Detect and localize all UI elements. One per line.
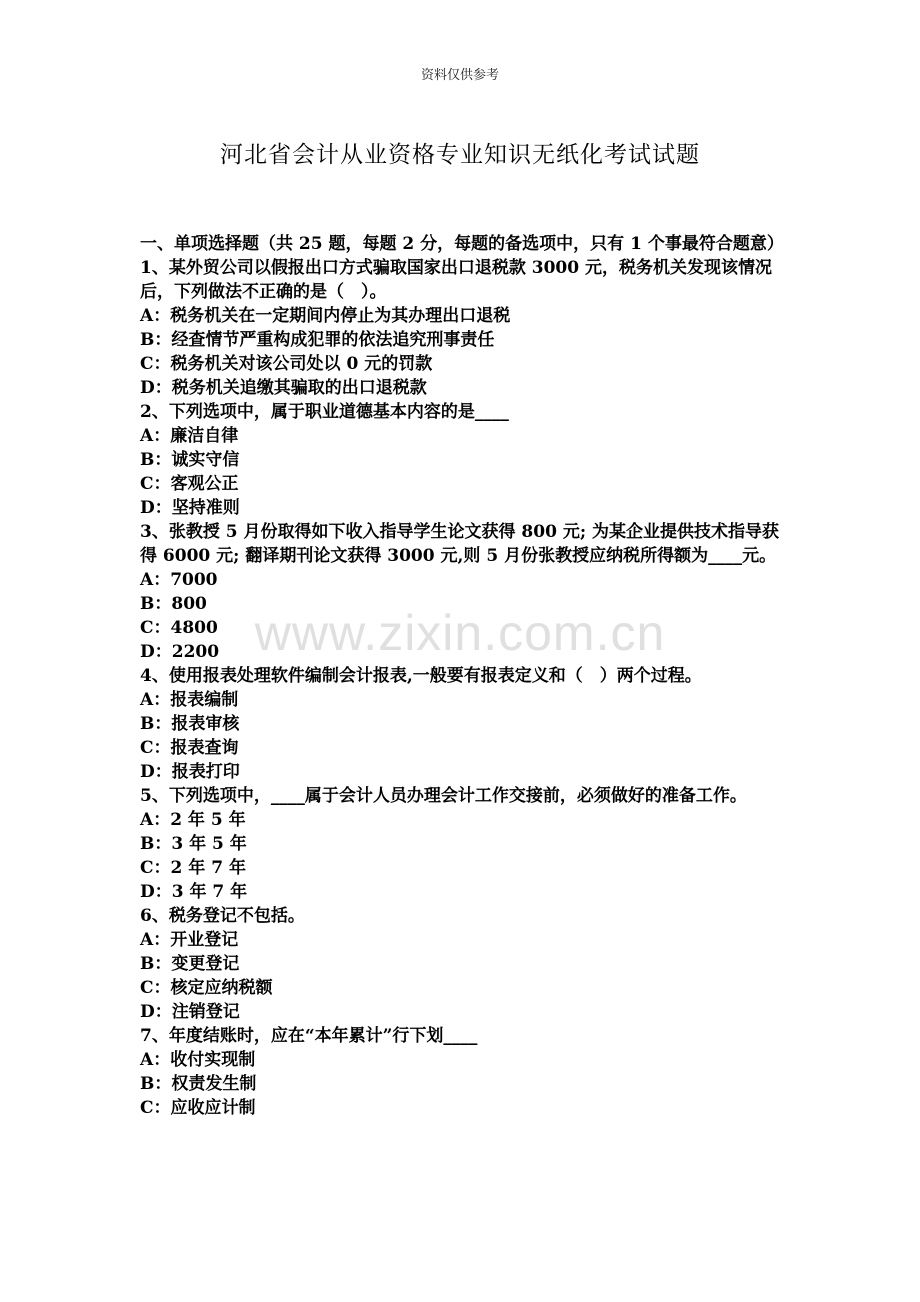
document-title: 河北省会计从业资格专业知识无纸化考试试题 [220, 142, 700, 168]
option-c: C：4800 [140, 618, 218, 638]
option-b: B：诚实守信 [140, 450, 240, 470]
question-2 [140, 400, 784, 520]
question-stem: 2、下列选项中，属于职业道德基本内容的是____ [140, 402, 509, 422]
option-a: A：廉洁自律 [140, 426, 239, 446]
question-list [140, 232, 784, 1120]
question-stem: 1、某外贸公司以假报出口方式骗取国家出口退税款 3000 元，税务机关发现该情况后，下列做法不正确的是（ ）。 [140, 258, 772, 302]
question-4 [140, 664, 784, 784]
option-a: A：开业登记 [140, 930, 239, 950]
question-stem: 6、税务登记不包括。 [140, 906, 305, 926]
option-c: C：客观公正 [140, 474, 239, 494]
option-d: D：注销登记 [140, 1002, 240, 1022]
question-stem: 5、下列选项中，____属于会计人员办理会计工作交接前，必须做好的准备工作。 [140, 786, 747, 806]
option-b: B：800 [140, 594, 207, 614]
question-stem: 4、使用报表处理软件编制会计报表,一般要有报表定义和（ ）两个过程。 [140, 666, 702, 686]
option-a: A：税务机关在一定期间内停止为其办理出口退税 [140, 306, 511, 326]
section-heading: 一、单项选择题（共 25 题，每题 2 分，每题的备选项中，只有 1 个事最符合题意） [140, 234, 784, 254]
option-a: A：2 年 5 年 [140, 810, 246, 830]
page-header-note: 资料仅供参考 [420, 68, 499, 83]
question-3 [140, 520, 784, 664]
option-c: C：税务机关对该公司处以 0 元的罚款 [140, 354, 433, 374]
option-b: B：权责发生制 [140, 1074, 257, 1094]
option-a: A：收付实现制 [140, 1050, 256, 1070]
question-7 [140, 1024, 784, 1120]
question-1 [140, 256, 784, 400]
option-b: B：经查情节严重构成犯罪的依法追究刑事责任 [140, 330, 495, 350]
question-stem: 3、张教授 5 月份取得如下收入指导学生论文获得 800 元; 为某企业提供技术指导获得 6000 元; 翻译期刊论文获得 3000 元,则 5 月份张教授应纳税所得额为____元。 [140, 522, 780, 566]
question-5 [140, 784, 784, 904]
option-c: C：2 年 7 年 [140, 858, 246, 878]
option-b: B：3 年 5 年 [140, 834, 247, 854]
question-stem: 7、年度结账时，应在“本年累计”行下划____ [140, 1026, 478, 1046]
option-d: D：3 年 7 年 [140, 882, 248, 902]
option-b: B：变更登记 [140, 954, 240, 974]
option-b: B：报表审核 [140, 714, 240, 734]
option-d: D：税务机关追缴其骗取的出口退税款 [140, 378, 427, 398]
question-6 [140, 904, 784, 1024]
option-d: D：坚持准则 [140, 498, 240, 518]
option-a: A：7000 [140, 570, 218, 590]
option-d: D：2200 [140, 642, 220, 662]
option-a: A：报表编制 [140, 690, 239, 710]
option-c: C：报表查询 [140, 738, 239, 758]
option-d: D：报表打印 [140, 762, 240, 782]
watermark-text: www.zixin.com.cn [254, 605, 666, 661]
option-c: C：应收应计制 [140, 1098, 256, 1118]
option-c: C：核定应纳税额 [140, 978, 273, 998]
